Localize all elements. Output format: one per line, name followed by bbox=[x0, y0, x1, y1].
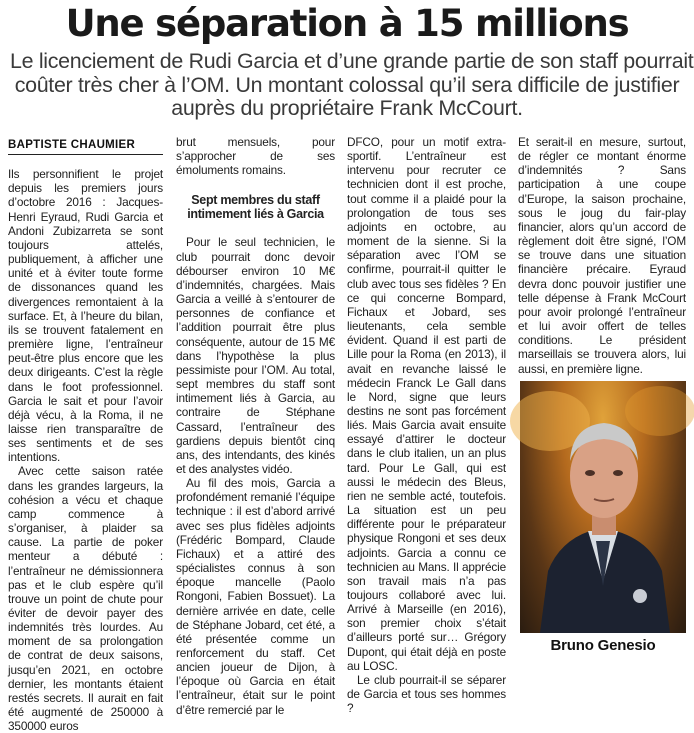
paragraph: DFCO, pour un motif extra-sportif. L’entraîneur est intervenu pour recruter ce technicien dont il est proche, tout comme il a plaidé pour la prolongation de tous ses adjoints en octobre, au moment de la sienne. Si la séparation avec l’OM se confirme, pourrait-il quitter le club avec tous ses fidèles ? En ce qui concerne Bompard, Fichaux et Jobard, ses lieutenants, cela semble évident. Quand il est parti de Lille pour la Roma (en 2013), il avait en revanche laissé le médecin Franck Le Gall dans le Nord, signe que leurs destins ne sont pas forcément liés. Mais Garcia avait ensuite essayé d’attirer le docteur dans le club italien, un an plus tard. Pour Le Gall, qui est aussi le médecin des Bleus, rien ne semble acté, toutefois. La situation est un peu différente pour le préparateur physique Rongoni et ses deux adjoints. Garcia a connu ce technicien au Mans. Il apprécie son travail mais n’a pas toujours collaboré avec lui. Arrivé à Marseille (en 2016), son premier choix s’était d’ailleurs porté sur… Grégory Dupont, qui était déjà en poste au LOSC. bbox=[347, 135, 506, 673]
standfirst bbox=[10, 49, 694, 121]
article-column-3 bbox=[347, 135, 506, 715]
paragraph: Pour le seul technicien, le club pourrait donc devoir débourser environ 10 M€ d’indemnités, chargées. Mais Garcia a veillé à s’entourer de personnes de confiance et l’addition pourrait être plus conséquente, autour de 15 M€ dans l’hypothèse la plus pessimiste pour l’OM. Au total, sept membres du staff sont intimement liés à Garcia, au contraire de Stéphane Cassard, l’entraîneur des gardiens depuis bientôt cinq ans, des intendants, des kinés et des analystes vidéo. bbox=[176, 235, 335, 476]
byline: BAPTISTE CHAUMIER bbox=[8, 138, 163, 155]
photo-caption: Bruno Genesio bbox=[550, 637, 656, 654]
article-column-2 bbox=[176, 135, 335, 717]
standfirst-line: auprès du propriétaire Frank McCourt. bbox=[171, 96, 523, 121]
article-column-1 bbox=[8, 138, 163, 733]
portrait-illustration bbox=[520, 381, 686, 633]
subheading: Sept membres du staff intimement liés à Garcia bbox=[187, 193, 324, 222]
paragraph: Le club pourrait-il se séparer de Garcia et tous ses hommes ? bbox=[347, 672, 506, 716]
paragraph: Et serait-il en mesure, surtout, de régler ce montant énorme d’indemnités ? Sans participation à une coupe d’Europe, la saison prochaine, sous le joug du fair-play financier, alors qu’un accord de règlement doit être signé, l’OM se trouve dans une situation financière précaire. Eyraud devra donc pouvoir justifier une telle dépense à Frank McCourt pour avoir prolongé l’entraîneur et lui avoir offert de telles conditions. Le président marseillais se trouvera alors, lui aussi, en première ligne. bbox=[518, 135, 686, 376]
portrait-photo bbox=[520, 381, 686, 633]
paragraph: brut mensuels, pour s’approcher de ses émoluments romains. bbox=[176, 135, 335, 178]
standfirst-line: coûter très cher à l’OM. Un montant colossal qu’il sera difficile de justifier bbox=[14, 72, 680, 97]
article-column-4 bbox=[518, 135, 686, 376]
paragraph: Ils personnifient le projet depuis les premiers jours d’octobre 2016 : Jacques-Henri Eyraud, Rudi Garcia et Andoni Zubizarreta se sont toujours attelés, publiquement, à afficher une unité et à éviter toute forme de dissonances quand les divergences remontaient à la surface. Et, à l’heure du bilan, ils se trouvent fatalement en première ligne, l’entraîneur peut-être plus encore que les deux dirigeants. C’est la règle dans le foot professionnel. Garcia le sait et pour l’avoir déjà vécu, à la Roma, il ne laisse rien transparaître de ses sentiments et de ses intentions. bbox=[8, 167, 163, 465]
headline: Une séparation à 15 millions bbox=[65, 2, 629, 45]
standfirst-line: Le licenciement de Rudi Garcia et d’une grande partie de son staff pourrait bbox=[10, 49, 694, 73]
paragraph: Au fil des mois, Garcia a profondément remanié l’équipe technique : il est d’abord arrivé avec ses plus fidèles adjoints (Frédéric Bompard, Claude Fichaux) et a attiré des spécialistes connus à son époque mancelle (Paolo Rongoni, Fabien Bossuet). La dernière arrivée en date, celle de Stéphane Jobard, cet été, a été présentée comme un renforcement du staff. Cet ancien joueur de Dijon, à l’époque où Garcia en était l’entraîneur, était sur le point d’être remercié par le bbox=[176, 476, 335, 717]
paragraph: Avec cette saison ratée dans les grandes largeurs, la cohésion a vécu et chaque camp commence à s’organiser, à plaider sa cause. La partie de poker menteur a débuté : l’entraîneur ne démissionnera pas et le club espère qu’il trouve un point de chute pour éviter de devoir payer des indemnités très lourdes. Au moment de sa prolongation de contrat de deux saisons, jusqu’en 2021, en octobre dernier, les montants étaient restés secrets. Il aurait en fait été augmenté de 250000 à 350000 euros bbox=[8, 464, 163, 733]
